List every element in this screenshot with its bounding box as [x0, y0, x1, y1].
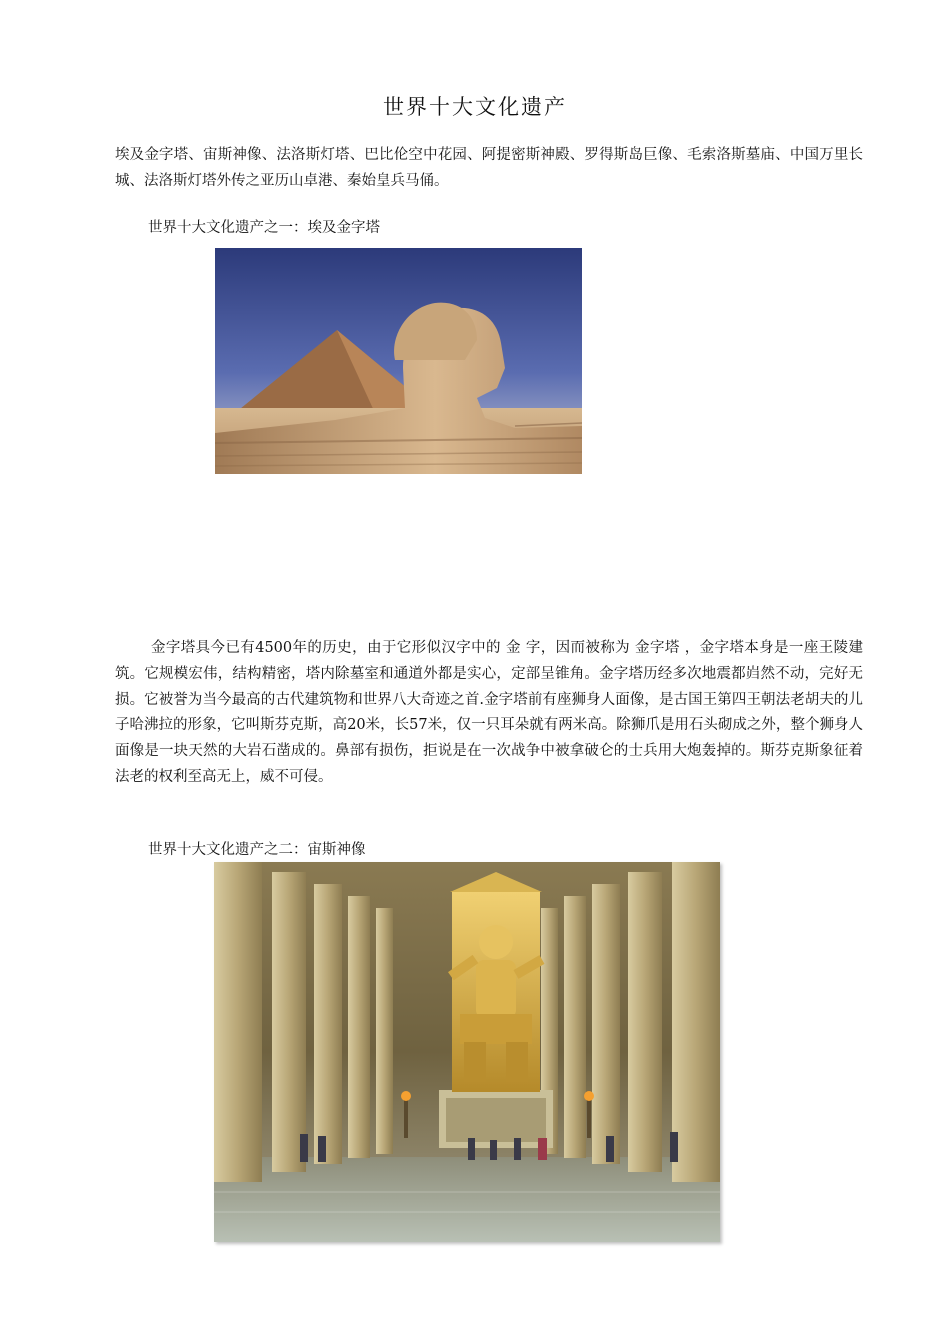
section-1-body: 金字塔具今已有4500年的历史，由于它形似汉字中的 金 字，因而被称为 金字塔 ，金字塔本身是一座王陵建筑。它规模宏伟，结构精密，塔内除墓室和通道外都是实心，定部呈锥角。金字塔历经多次地震都岿然不动，完好无损。它被誉为当今最高的古代建筑物和世界八大奇迹之首.金字塔前有座狮身人面像，是古国王第四王朝法老胡夫的儿子哈沸拉的形象，它叫斯芬克斯，高20米，长57米，仅一只耳朵就有两米高。除狮爪是用石头砌成之外，整个狮身人面像是一块天然的大岩石凿成的。鼻部有损伤，拒说是在一次战争中被拿破仑的士兵用大炮轰掉的。斯芬克斯象征着法老的权利至高无上，威不可侵。 [115, 640, 863, 785]
section-1-heading: 世界十大文化遗产之一：埃及金字塔 [148, 220, 380, 236]
statue-of-zeus-photo [214, 862, 720, 1242]
intro-paragraph: 埃及金字塔、宙斯神像、法洛斯灯塔、巴比伦空中花园、阿提密斯神殿、罗得斯岛巨像、毛索洛斯墓庙、中国万里长城、法洛斯灯塔外传之亚历山卓港、秦始皇兵马俑。 [115, 147, 863, 189]
section-2-heading: 世界十大文化遗产之二：宙斯神像 [148, 842, 366, 858]
pyramid-and-sphinx-photo [215, 248, 582, 474]
document-title: 世界十大文化遗产 [383, 95, 567, 119]
